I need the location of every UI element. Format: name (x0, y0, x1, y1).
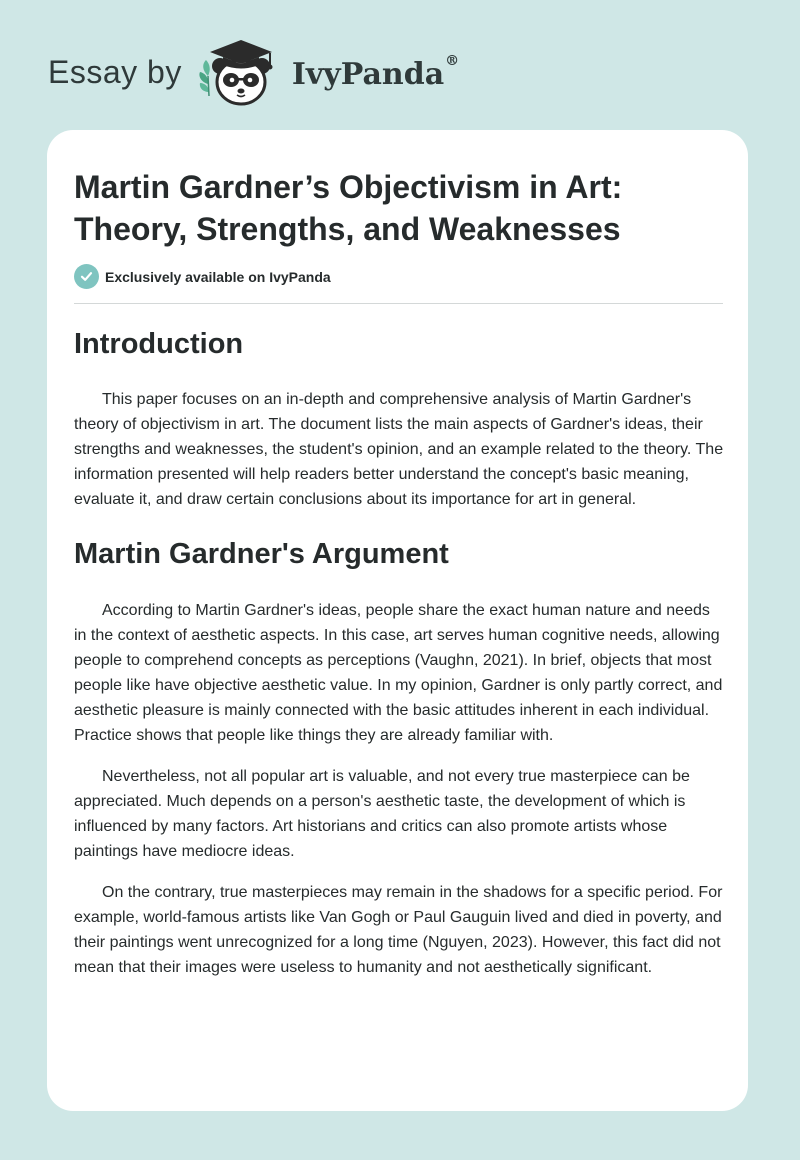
article-body (74, 324, 724, 996)
divider (74, 303, 723, 304)
paragraph: Nevertheless, not all popular art is valuable, and not every true masterpiece can be appreciated. Much depends on a person's aesthetic taste, the development of which is influenced by many factors. Art historians and critics can also promote artists whose paintings have mediocre ideas. (74, 768, 690, 860)
article-card (47, 130, 748, 1111)
section-heading-introduction: Introduction (74, 328, 244, 360)
site-header (48, 36, 459, 108)
paragraph: According to Martin Gardner's ideas, people share the exact human nature and needs in the context of aesthetic aspects. In this case, art serves human cognitive needs, allowing people to comprehend concepts as perceptions (Vaughn, 2021). In brief, objects that most people like have objective aesthetic value. In my opinion, Gardner is only partly correct, and aesthetic pleasure is mainly connected with the basic attitudes inherent in each individual. Practice shows that people like things they are already familiar with. (74, 602, 723, 744)
panda-graduation-cap-icon[interactable] (196, 36, 284, 108)
section-heading-argument: Martin Gardner's Argument (74, 538, 449, 570)
check-icon (74, 264, 99, 289)
registered-mark: ® (445, 52, 460, 69)
exclusive-label: Exclusively available on IvyPanda (105, 268, 331, 285)
exclusive-notice (74, 264, 331, 289)
article-title: Martin Gardner’s Objectivism in Art: Theory, Strengths, and Weaknesses (74, 169, 623, 247)
essay-by-label: Essay by (48, 53, 182, 90)
brand-name[interactable] (291, 52, 460, 92)
paragraph: On the contrary, true masterpieces may remain in the shadows for a specific period. For example, world-famous artists like Van Gogh or Paul Gauguin lived and died in poverty, and their paintings went unrecognized for a long time (Nguyen, 2023). However, this fact did not mean that their images were useless to humanity and not aesthetically significant. (74, 884, 723, 976)
brand-text: IvyPanda (291, 56, 445, 92)
paragraph: This paper focuses on an in-depth and comprehensive analysis of Martin Gardner's theory of objectivism in art. The document lists the main aspects of Gardner's ideas, their strengths and weaknesses, the student's opinion, and an example related to the theory. The information presented will help readers better understand the concept's basic meaning, evaluate it, and draw certain conclusions about its importance for art in general. (74, 391, 724, 508)
